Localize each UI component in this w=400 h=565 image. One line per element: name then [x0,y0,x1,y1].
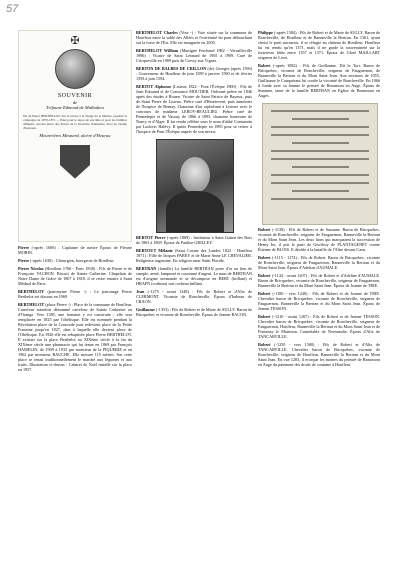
cross-icon: ✠ [70,35,80,47]
entry-heading: Guillaume [136,307,155,312]
entry-heading: BERTHELOT [18,302,45,307]
portrait-face [180,157,210,194]
entry-text: (-1353) : Fils de Robert et de Marie de SULLY. Baron de Bricquebec et vicomte de Roncheville. Époux de Jeanne BACON. [136,307,252,317]
entry-text: (-après 1600) : Capitaine de navire Époux de Fleurie MORIN. [18,245,132,255]
entry-text: (Martigné Ferchaud 1882 - Versailleville 1986) : Vicaire de Saint Léonard de 1905 à 1909. Curé de Cricqueville en 1909 puis de Cressy aux Vignes. [136,48,252,63]
entry-text: (Voie -) : Voie située sur la commune de Honfleur entre la sable des Allées et l'extrémité du pont débouchant sur la fosse de l'Est. Elle est inaugurée en 2005. [136,30,253,45]
entry [136,248,252,263]
entry-text: (-1210 - avant 1267) : Fils de Robert et de Jeanne TESSON. Chevalier baron de Bricquebec, vicomte de Roncheville, seigneur de Fauguernon, Honfleur, Banneville la Bertran et du Mont Saint Jean et de Fontenay le Marmion. Connétable de Normandie. Époux d'Alix de TANCARVILLE. [258,314,380,339]
portrait-photo [156,139,234,233]
entry [136,84,252,134]
portrait-medallion [55,49,95,89]
entry [258,291,380,311]
entry-text: (-après 1630) : Chirurgien, bourgeois de Honfleur. [29,258,115,263]
inscription-line [271,158,369,160]
inscription-line [271,110,369,112]
entry-heading: BERTON DE BALBES DE CRILLON [136,66,207,71]
column-2 [136,30,252,320]
entry [258,314,380,339]
card-footer: Meurtrières Mesnard, ulcère d'Heurau [39,133,111,139]
entry [258,63,380,98]
entry-text: (-1275 - avant 1348) : Fils de Robert et d'Alix de CLERMONT. Vicomte de Roncheville, Époux d'Isabeau de CRAON. [136,289,252,304]
entry [258,227,380,252]
entry-text: (famille) La famille BERTRAN porte d'or au lion de sinople, armé, lampassé et couronné d'argent. Le nom de BERTRAN est d'origine normande et se décompose en BERT (brillant) et HRAFN (corbeau) soit corbeau brillant. [136,266,252,286]
entry-heading: BERTOT Alphonse [136,84,172,89]
entry [136,30,252,45]
entry [136,66,252,81]
entry [258,342,380,367]
inscription-line [292,190,349,192]
entry-heading: Jean [136,289,145,294]
inscription-line [292,118,349,120]
portrait-photo-slot [136,137,252,235]
entry [18,258,132,263]
entry [136,266,252,286]
entry-heading: Pierre [18,258,30,263]
entry-heading: BERTRAN [136,266,157,271]
card-name: Trifoune Edmond de Malhaltea [46,105,104,111]
entry-heading: Robert [258,255,271,260]
entry [136,307,252,317]
inscription-line [271,126,369,128]
page-number: 57 [6,3,19,15]
portrait-body [166,191,224,232]
entry-heading: BERTOT Pierre [136,235,166,240]
inscription-line [292,142,349,144]
entry-text: (-1138) : Fils de Robert et de Suzanne. Baron de Bricquebec, vicomte de Roncheville, seigneur de Fauguernon, Banneville la Bertran et du Mont Saint Jean. Les deux lions qui marquaient la succession de Henry Ier, il prit le parti de Geoffroy de PLANTAGENET contre Étienne de BLOIS. Il décède à la bataille de l'Aître devant Caen. [258,227,380,252]
entry-text: (Honfleur 1766 - Paris 1838) : Fils de Pierre et de Françoise VACHON. Biscuit de Sainte Catherine. Chapelain de Notre Dame de Grâce de 1807 à 1818, il se retire ensuite à Saint Médard de Paris. [18,266,132,286]
entry-heading: Robert [258,291,271,296]
entry [258,255,380,270]
inscription-line [292,166,349,168]
entry-heading: BERTHELOT Charles [136,30,178,35]
entry-heading: Pierre [18,245,30,250]
entry-text: (-1250 - vers 1300) : Fils de Robert et d'Alix de TANCARVILLE. Chevalier baron de Bricquebec, vicomte de Roncheville, seigneur de Honfleur, Banneville la Bertran et du Mont Saint Jean. En vue 1283, il ecorque les moines du prieuré de Beaumont en Auge du paiement des droits de coutume à Honfleur. [258,342,380,367]
inscription-line [271,198,369,200]
entry-text: (patronyme Pierre -) : Le patronage Pierre Berthelot est dissous en 1969. [18,289,132,299]
entry [258,30,380,60]
inscription-line [271,182,369,184]
column-2-entries-top [136,30,252,134]
entry-heading: Robert [258,273,271,278]
column-3-entries-bottom [258,227,380,367]
column-1-entries [18,245,132,372]
entry-text: (-1144 - avant 1207) : Fils de Robert et d'Adeline d'AUMALE. Baron de Bricquebec, vicomte de Roncheville, seigneur de Fauguernon, Banneville la Bertran et du Mont Saint Jean. Époux de Jeanne de TRIE. [258,273,380,288]
inscription-line [271,174,369,176]
card-body: fils de Pierre BERTHELOT. Sur le navire à la Vierge de la Marine, pendant la campagne de 1870-1871 ... Priez pour le repos de son âme et pour les familles affligées. Ancien élève des Frères de la Doctrine chrétienne, mort au champ d'honneur. [23,113,127,131]
entry-text: (Saint Cosme des Landes 1822 - Honfleur 1871) : Fille de Jacques PAREY et de Marie Anne LE CHEVALIER. Religieuse augustine. En religion sœur Saint Placide. [136,248,252,263]
entry [18,266,132,286]
entry-text: (-après 1869) : Instituteur à Saint Gatien des Bois de 1863 à 1869. Époux de Pauline GRILLEY. [136,235,252,245]
entry-heading: Pierre Nicolas [18,266,44,271]
entry-text: (-après 1384) : Fils de Robert et de Marie de SULLY. Baron de Roncheville, de Honfleur et de Banneville la Bertran. En 1361, ayant choisi le parti navarrais, il se réfugie au château de Honfleur. Honfleur lui est rendu qu'en 1371, mais il ne garde la souveraineté sur la forteresse bâtie entre 1357 et 1371, Époux de Gloré MAILLART seigneur de Livet. [258,30,380,60]
entry [258,273,380,288]
card-line: de [72,100,78,105]
entry [136,48,252,63]
entry-text: (-1115 - 1174) : Fils de Robert. Baron de Bricquebec, vicomte de Roncheville, seigneur de Fauguernon, Banneville la Bertran et du Mont Saint Jean. Époux d'Adeline d'AUMALE. [258,255,380,270]
crest-icon [60,145,90,179]
inscription-photo [262,103,378,225]
entry-text: (-1180 - vers 1240) : Fils de Robert et de Jeanne de TRIE. Chevalier baron de Bricquebec, vicomte de Roncheville, seigneur de Fauguernon, Banneville la Bertran et du Mont Saint Jean. Époux de Jeanne TESSON. [258,291,380,311]
entry-heading: BERTHELOT [18,289,45,294]
column-1 [18,30,132,375]
entry-heading: Philippe [258,30,273,35]
column-3-entries-top [258,30,380,98]
inscription-line [271,150,369,152]
entry-heading: BERTOUT Mélanie [136,248,173,253]
entry [18,245,132,255]
entry-heading: Robert [258,227,271,232]
entry-text: (de) Georges (après 1596) : Gouverneur de Honfleur de juin 1589 à janvier 1590 et de février 1593 à juin 1594. [136,66,253,81]
memorial-card [18,30,132,242]
entry-text: (Lisieux 1822 - Pont l'Évêque 1900) : Fils de Jean Edouard et de Constance MOUTIER. Ordonné prêtre en 1846 après des études à Rouen. Vicaire de Saint Patrice de Bayeux, puis de Saint Pierre de Lisieux. Prêtre curé d'Heurtevent, puis aumônier de l'hospice de Bernay. Chanoine d'un orphelinat à Lisieux avec le concours de madame LEROY-BEAULIEU. Prêtre curé de Pennedepie et de Vasouy de 1866 à 1895, chanoine honoraire de Nancy et d'Alger. Il fut rendu célèbre sous le nom d'abbé Constantin par Ludovic Halévy. Il quitte Pennedepie en 1895 pour se retirer à l'hospice de Pont l'Évêque auprès de son neveu. [136,84,252,134]
card-title: SOUVENIR [57,93,93,99]
entry-text: (-après 1082) : Fils de Guillaume. Dit le Tort. Baron de Bricquebec, vicomte de Roncheville, seigneur de Fauguernon, de Banneville la Bertran et du Mont Saint Jean. Aux environs de 1055, Guillaume le Conquérant lui confie la vicomté de Roncheville. En 1066 il fonde avec sa femme le prieuré de Beaumont en Auge. Époux de Suzanne, tante de la famille BERTRAN en Eglise de Beaumont en Auges. [258,63,380,98]
entry [136,289,252,304]
entry [136,235,252,245]
entry-text: (place Pierre -) : Place de la commune de Honfleur. Carrefour autrefois dénommé carrefour de Sainte Catherine ou d'Orange. Vers 1385, une fontaine y est construite ; elle sera remplacée en 1825 par l'obélisque. Elle est nommée pendant la Révolution place de la Concorde puis redevient place de la Petite Fontaine jusqu'en 1827, date à laquelle elle devient place de l'Obélisque. En 1926 elle est rebaptisée place Pierre BERTHELOT. Il existait sur la place Berthelot au XIXème siècle à la fin du XIXème siècle une pharmacie qui fut tenue en 1869 par François HAMELIN, de 1909 à 1933 par monsieur de la PIQUERIE et en 1962 par monsieur BAUCHE. Elle mesure 115 mètres. Sur cette place se tenait traditionnellement le marché aux légumes et aux fruits. Illustration ci-dessus : Cabaret de Noël installé sur la place en 1957. [18,302,132,372]
column-2-entries-bottom [136,235,252,317]
entry [18,289,132,299]
entry-heading: Robert [258,342,271,347]
entry-heading: Robert [258,314,271,319]
entry-heading: Robert [258,63,271,68]
entry [18,302,132,372]
inscription-line [271,134,369,136]
entry-heading: BERTHELOT William [136,48,179,53]
